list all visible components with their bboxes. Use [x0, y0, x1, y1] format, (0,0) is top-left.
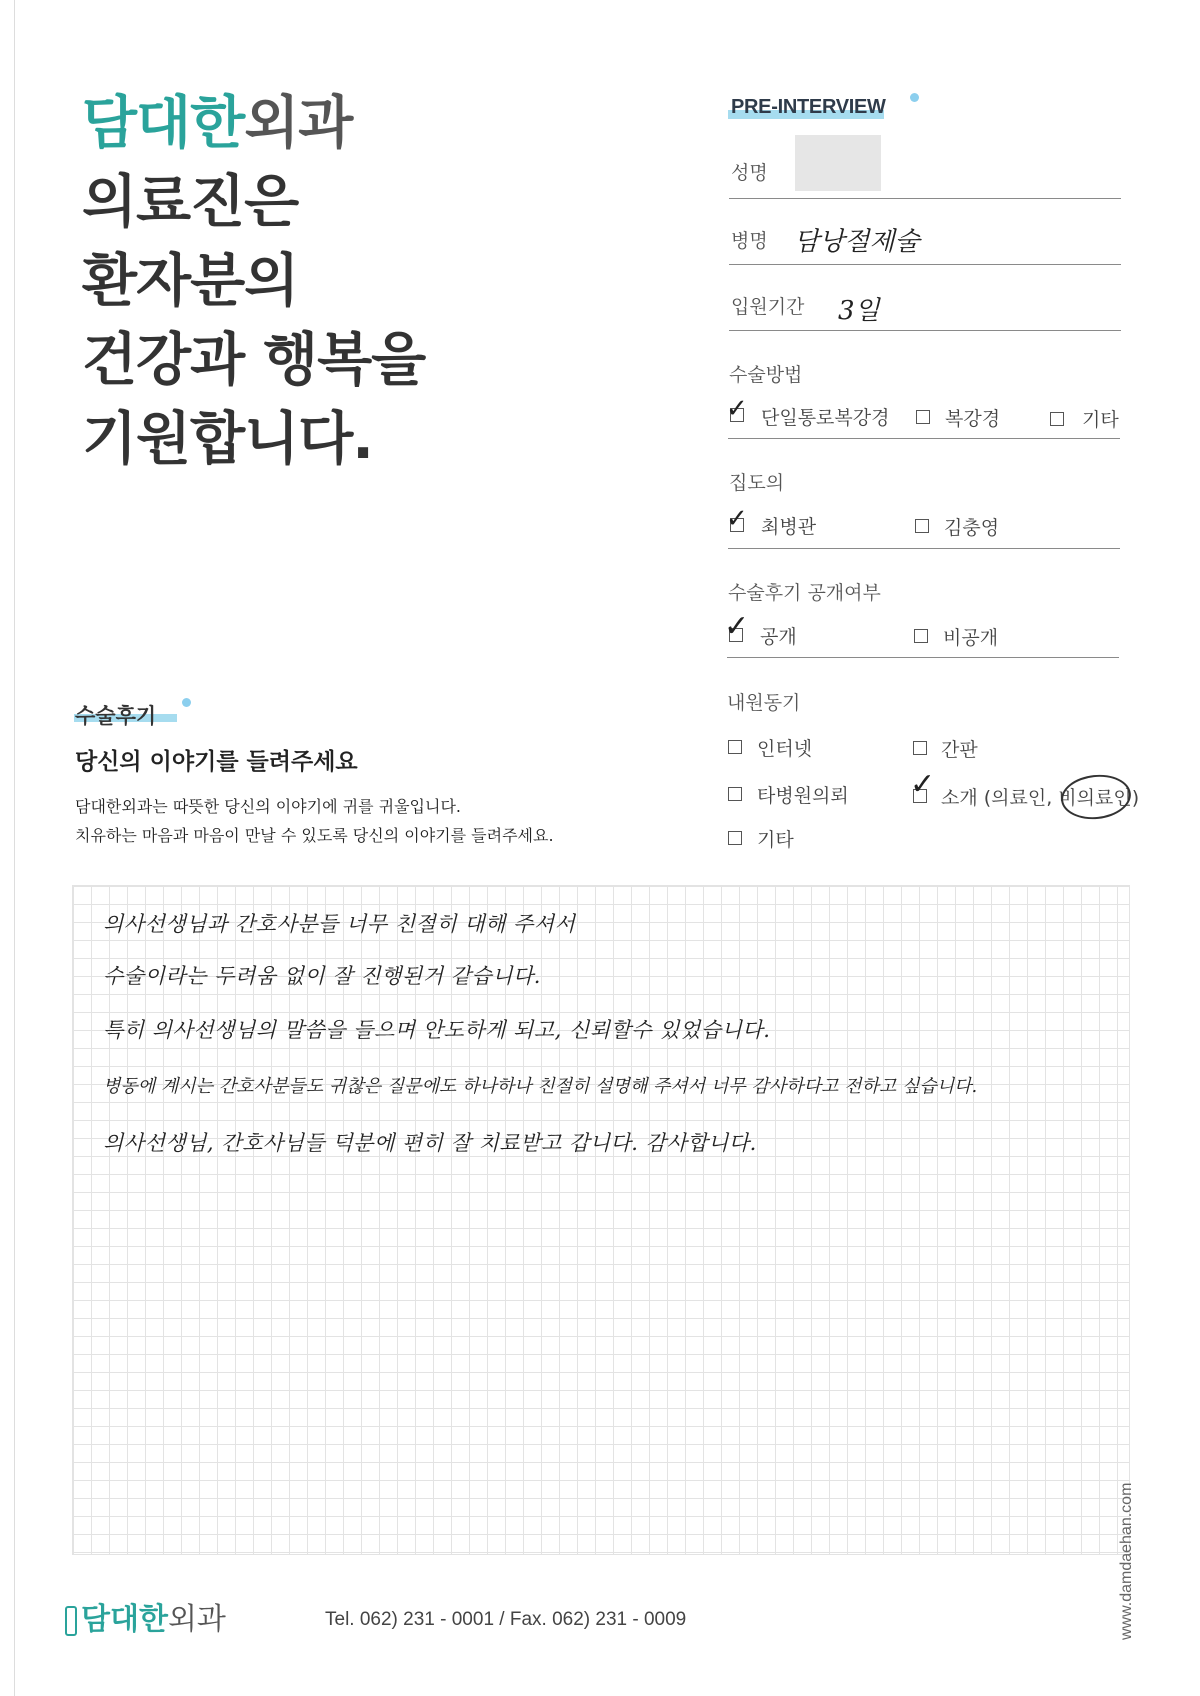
publish-option-1-label: 공개: [760, 626, 797, 648]
footer-url[interactable]: www.damdaehan.com: [1118, 1482, 1135, 1640]
headline-line-1: 의료진은: [82, 169, 299, 235]
motive-option-5-label: 기타: [757, 829, 794, 851]
name-label: 성명: [731, 162, 768, 184]
name-redaction: [795, 135, 881, 191]
headline-brand-teal: 담대한: [82, 90, 245, 156]
headline-brand-gray: 외과: [244, 90, 353, 156]
motive-option-2-checkbox[interactable]: [913, 741, 927, 755]
motive-option-3-label: 타병원의뢰: [757, 785, 849, 807]
surgery-option-3-checkbox[interactable]: [1050, 412, 1064, 426]
logo-mark-icon: [65, 1606, 77, 1636]
pre-interview-title: PRE-INTERVIEW: [731, 96, 886, 118]
review-description-1: 담대한외과는 따뜻한 당신의 이야기에 귀를 귀울입니다.: [75, 797, 462, 816]
surgeon-option-2-checkbox[interactable]: [915, 519, 929, 533]
handwritten-line-4: 병동에 계시는 간호사분들도 귀찮은 질문에도 하나하나 친절히 설명해 주셔서 너무 감사하다고 전하고 싶습니다.: [103, 1076, 978, 1097]
footer-logo: [65, 1594, 226, 1638]
surgeon-rule: [728, 548, 1120, 549]
headline: [82, 84, 425, 479]
disease-rule: [729, 264, 1121, 265]
headline-line-2: 환자분의: [82, 248, 299, 314]
handwritten-line-3: 특히 의사선생님의 말씀을 들으며 안도하게 되고, 신뢰할수 있었습니다.: [103, 1018, 771, 1042]
surgeon-option-1-label: 최병관: [761, 516, 817, 538]
publish-option-2-checkbox[interactable]: [914, 629, 928, 643]
motive-option-4-label: 소개 (의료인, 비의료인): [941, 787, 1140, 809]
footer-brand-teal: 담대한: [81, 1602, 168, 1637]
publish-option-2-label: 비공개: [943, 627, 999, 649]
motive-option-2-label: 간판: [941, 739, 978, 761]
surgery-option-1-label: 단일통로복강경: [761, 407, 890, 429]
footer-tel-fax: Tel. 062) 231 - 0001 / Fax. 062) 231 - 0009: [325, 1609, 687, 1630]
surgeon-option-2-label: 김충영: [944, 517, 1000, 539]
scan-edge-line: [14, 0, 15, 1696]
headline-line-3: 건강과 행복을: [82, 327, 426, 393]
surgery-option-2-checkbox[interactable]: [916, 410, 930, 424]
stay-value[interactable]: 3일: [838, 296, 880, 326]
disease-label: 병명: [731, 230, 768, 252]
review-title: 수술후기: [75, 704, 157, 728]
motive-option-3-checkbox[interactable]: [728, 787, 742, 801]
headline-line-4: 기원합니다.: [82, 406, 373, 472]
publish-rule: [727, 657, 1119, 658]
surgery-rule: [728, 438, 1120, 439]
surgery-option-3-label: 기타: [1082, 409, 1119, 431]
surgery-option-2-label: 복강경: [945, 408, 1001, 430]
handwritten-line-2: 수술이라는 두려움 없이 잘 진행된거 같습니다.: [103, 964, 541, 988]
surgery-method-label: 수술방법: [729, 364, 803, 386]
circled-answer-mark: [1059, 771, 1133, 822]
publish-label: 수술후기 공개여부: [728, 582, 881, 604]
pre-interview-dot: [910, 93, 919, 102]
review-subtitle: 당신의 이야기를 들려주세요: [75, 749, 358, 775]
check-mark-icon: ✓: [724, 609, 750, 644]
disease-value[interactable]: 담낭절제술: [794, 227, 920, 257]
motive-option-1-label: 인터넷: [757, 738, 813, 760]
motive-label: 내원동기: [727, 692, 801, 714]
check-mark-icon: ✓: [726, 504, 748, 534]
handwritten-line-5: 의사선생님, 간호사님들 덕분에 편히 잘 치료받고 갑니다. 감사합니다.: [103, 1131, 757, 1155]
handwritten-line-1: 의사선생님과 간호사분들 너무 친절히 대해 주셔서: [103, 912, 576, 936]
name-rule: [729, 198, 1121, 199]
review-title-dot: [182, 698, 191, 707]
footer-brand-gray: 외과: [167, 1602, 226, 1637]
stay-label: 입원기간: [731, 296, 805, 318]
surgeon-label: 집도의: [729, 472, 785, 494]
motive-option-1-checkbox[interactable]: [728, 740, 742, 754]
review-description-2: 치유하는 마음과 마음이 만날 수 있도록 당신의 이야기를 들려주세요.: [75, 826, 554, 845]
stay-rule: [729, 330, 1121, 331]
headline-brand-line: [82, 84, 425, 163]
motive-option-5-checkbox[interactable]: [728, 831, 742, 845]
check-mark-icon: ✓: [910, 767, 936, 802]
check-mark-icon: ✓: [726, 394, 748, 424]
